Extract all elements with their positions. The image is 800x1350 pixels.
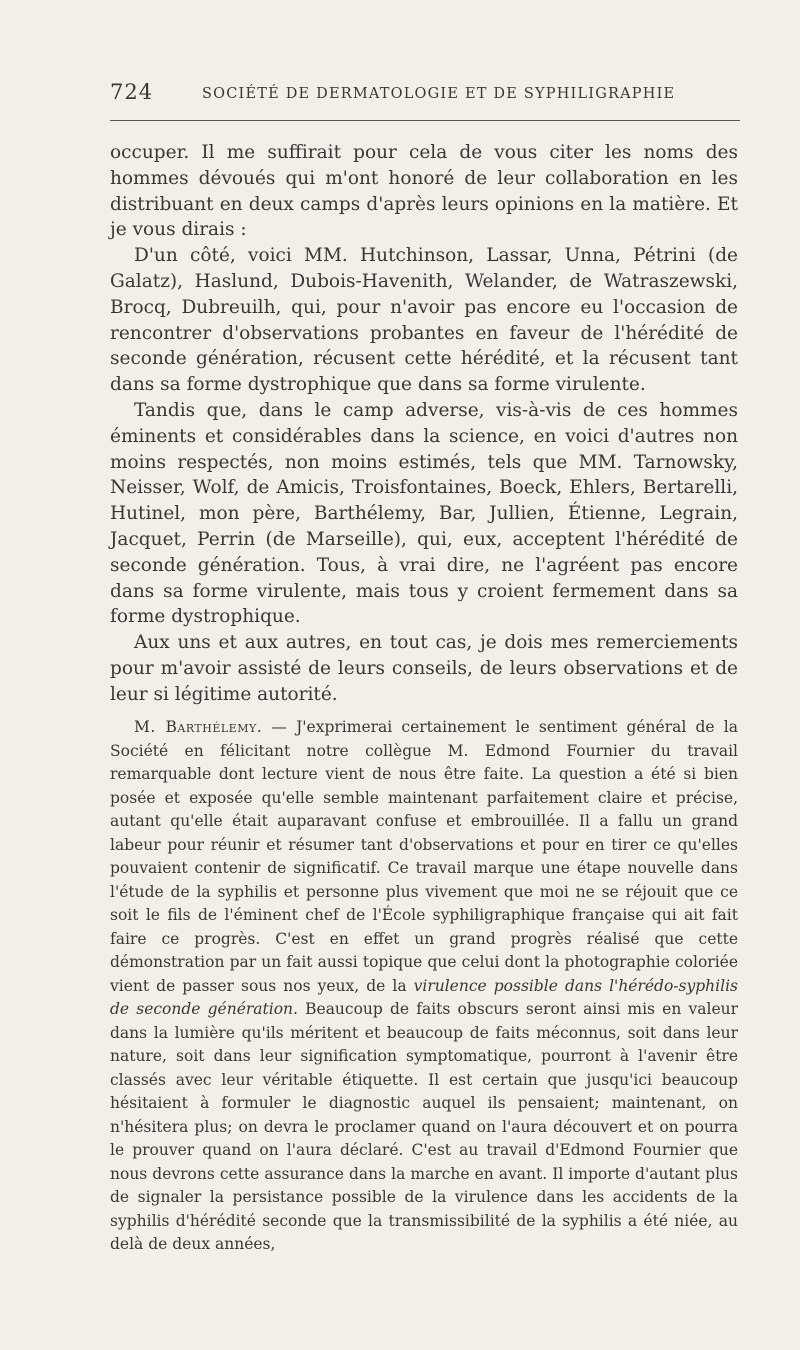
speaker-name: M. Barthélemy. [134,718,263,736]
discussion-text: — J'exprimerai certainement le sentiment général de la Société en félicitant notre collègue M. Edmond Fournier du travail remarquable dont lecture vient de nous être faite. La question a été si bien posée et exposée qu'elle semble maintenant parfaitement claire et précise, autant qu'elle était auparavant confuse et embrouillée. Il a fallu un grand labeur pour réunir et résumer tant d'observations et pour en tirer ce qu'elles pouvaient contenir de significatif. Ce travail marque une étape nouvelle dans l'étude de la syphilis et personne plus vivement que moi ne se réjouit que ce soit le fils de l'éminent chef de l'École syphiligraphique française qui ait fait faire ce progrès. C'est en effet un grand progrès réalisé que cette démonstration par un fait aussi topique que celui dont la photographie coloriée vient de passer sous nos yeux, de la [110,718,738,995]
paragraph-continuation: occuper. Il me suffirait pour cela de vous citer les noms des hommes dévoués qui m'ont honoré de leur collaboration en les distribuant en deux camps d'après leurs opinions en la matière. Et je vous dirais : [110,142,738,241]
header-rule [110,120,740,121]
main-text [110,140,738,708]
paragraph: Aux uns et aux autres, en tout cas, je dois mes remerciements pour m'avoir assisté de leurs conseils, de leurs observations et de leur si légitime autorité. [110,632,738,705]
discussion-section [110,716,738,1257]
page-number: 724 [110,80,154,104]
paragraph: Tandis que, dans le camp adverse, vis-à-vis de ces hommes éminents et considérables dans la science, en voici d'autres non moins respectés, non moins estimés, tels que MM. Tarnowsky, Neisser, Wolf, de Amicis, Troisfontaines, Boeck, Ehlers, Bertarelli, Hutinel, mon père, Barthélemy, Bar, Jullien, Étienne, Legrain, Jacquet, Perrin (de Marseille), qui, eux, acceptent l'hérédité de seconde génération. Tous, à vrai dire, ne l'agréent pas encore dans sa forme virulente, mais tous y croient fermement dans sa forme dystrophique. [110,399,738,628]
discussion-text-continued: Beaucoup de faits obscurs seront ainsi mis en valeur dans la lumière qu'ils méritent et beaucoup de faits méconnus, soit dans leur nature, soit dans leur signification symptomatique, pourront à l'avenir être classés avec leur véritable étiquette. Il est certain que jusqu'ici beaucoup hésitaient à formuler le diagnostic auquel ils pensaient; maintenant, on n'hésitera plus; on devra le proclamer quand on l'aura découvert et on pourra le prouver quand on l'aura déclaré. C'est au travail d'Edmond Fournier que nous devrons cette assurance dans la marche en avant. Il importe d'autant plus de signaler la persistance possible de la virulence dans les accidents de la syphilis d'hérédité seconde que la transmissibilité de la syphilis a été niée, au delà de deux années, [110,1000,739,1253]
page-header [110,78,738,108]
paragraph: D'un côté, voici MM. Hutchinson, Lassar, Unna, Pétrini (de Galatz), Haslund, Dubois-Havenith, Welander, de Watraszewski, Brocq, Dubreuilh, qui, pour n'avoir pas encore eu l'occasion de rencontrer d'observations probantes en faveur de l'hérédité de seconde génération, récusent cette hérédité, et la récusent tant dans sa forme dystrophique que dans sa forme virulente. [110,245,738,396]
italic-phrase: virulence possible dans l'hérédo-syphilis de seconde génération. [110,976,738,1018]
discussion-paragraph [110,716,738,1257]
running-title: SOCIÉTÉ DE DERMATOLOGIE ET DE SYPHILIGRAPHIE [202,86,676,102]
